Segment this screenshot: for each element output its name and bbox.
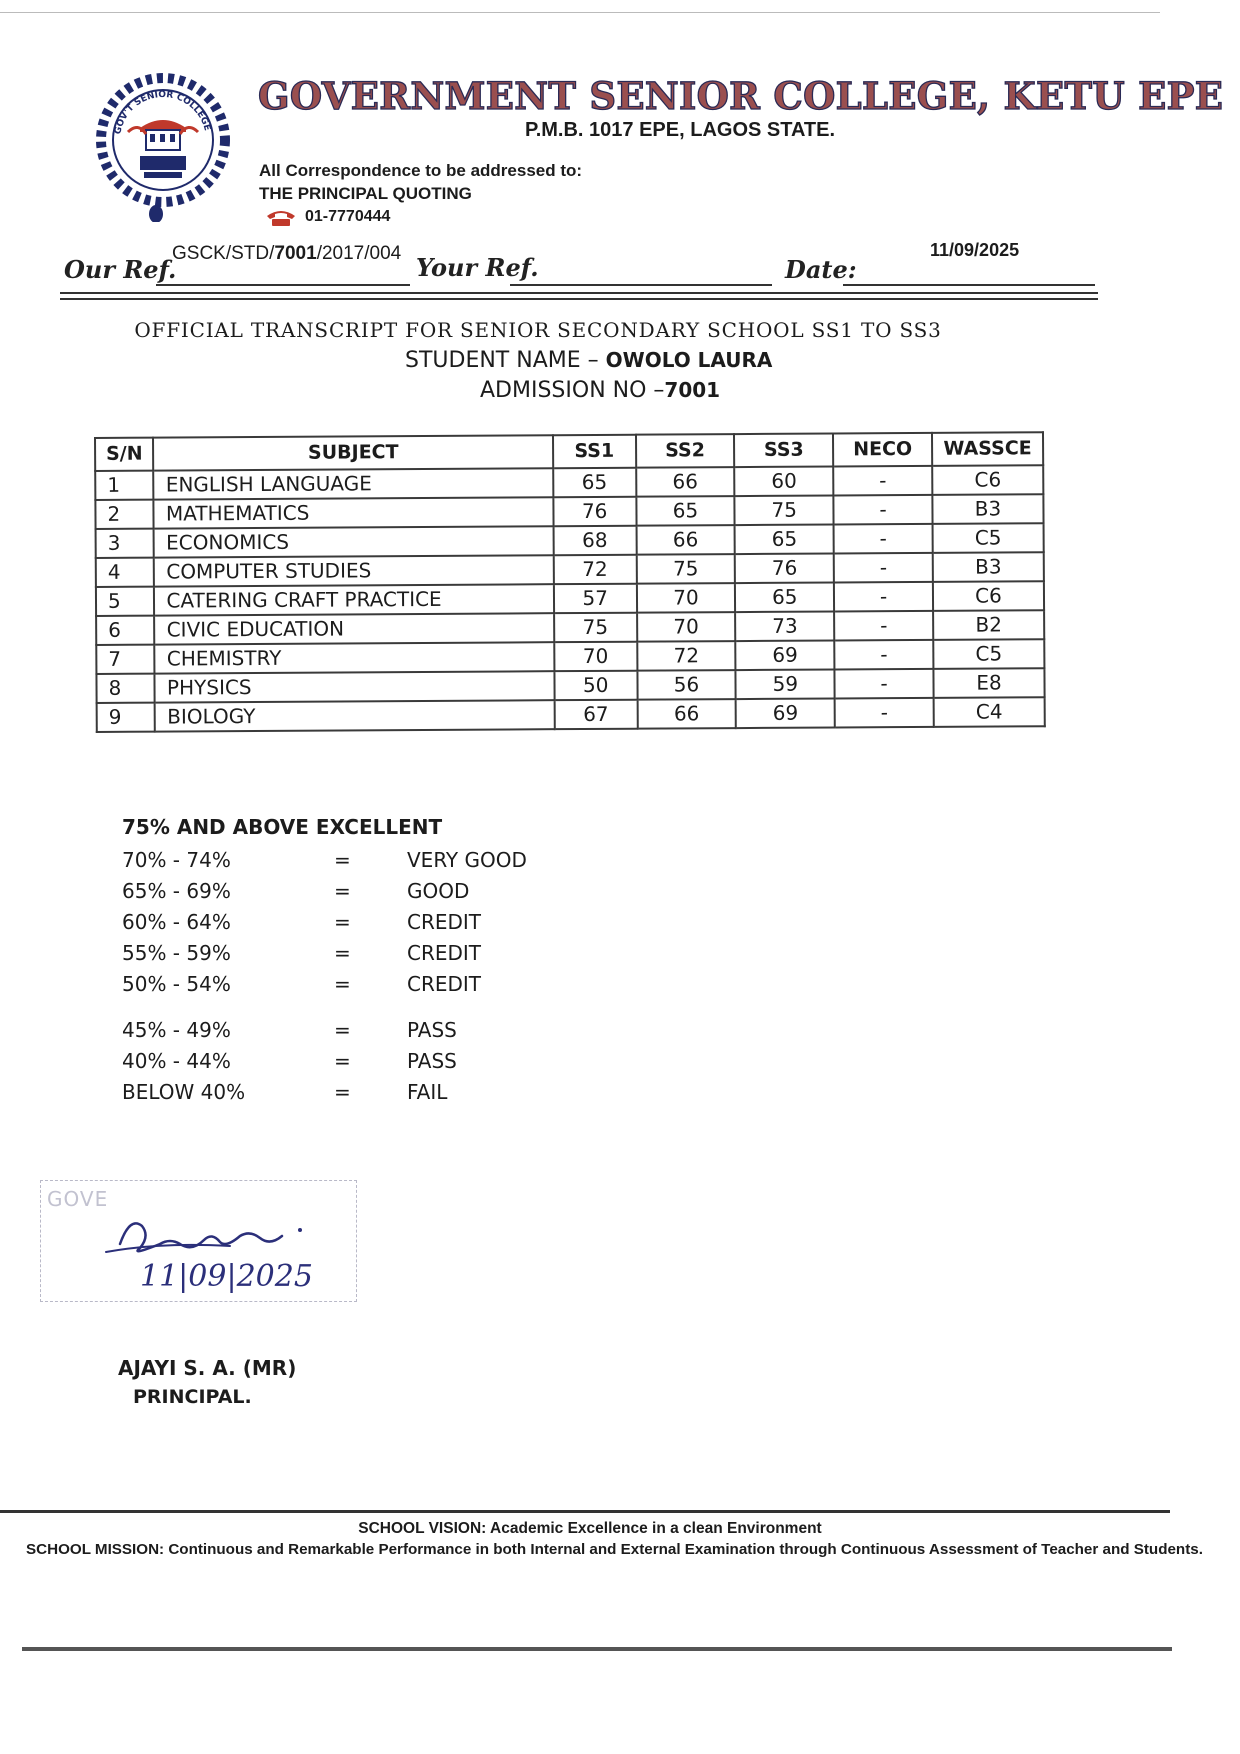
grade-description: CREDIT [407, 910, 482, 934]
phone-row [265, 208, 390, 226]
cell-wassce: B3 [933, 552, 1044, 582]
school-name: GOVERNMENT SENIOR COLLEGE, KETU EPE [258, 74, 1224, 118]
cell-wassce: C5 [933, 523, 1044, 553]
cell-ss2: 66 [636, 525, 735, 555]
cell-ss1: 67 [554, 700, 637, 730]
grade-equals: = [334, 848, 351, 872]
mission-text: Continuous and Remarkable Performance in both Internal and External Examination through Continuous Assessment of Teacher and Students. [164, 1541, 1203, 1558]
cell-wassce: C6 [932, 465, 1043, 495]
cell-sn: 9 [97, 703, 156, 732]
cell-sn: 6 [96, 616, 155, 645]
cell-neco: - [835, 669, 934, 699]
cell-neco: - [834, 495, 933, 525]
column-header: SUBJECT [153, 435, 553, 470]
student-name-label: STUDENT NAME – [405, 348, 606, 373]
cell-neco: - [834, 582, 933, 612]
cell-ss2: 66 [636, 467, 735, 497]
school-address: P.M.B. 1017 EPE, LAGOS STATE. [524, 119, 836, 141]
cell-ss3: 69 [736, 698, 835, 728]
admission-label: ADMISSION NO – [480, 378, 665, 403]
grade-range: 70% - 74% [122, 848, 231, 872]
our-ref-suffix: /2017/004 [316, 243, 402, 264]
top-edge-rule [0, 12, 1160, 13]
cell-ss3: 73 [735, 611, 834, 641]
admission-row [480, 378, 720, 403]
bottom-rule [22, 1647, 1172, 1651]
cell-wassce: C4 [934, 697, 1045, 727]
our-ref-line [156, 284, 410, 286]
cell-subject: ENGLISH LANGUAGE [154, 468, 554, 499]
student-name: OWOLO LAURA [605, 348, 773, 372]
cell-ss3: 65 [735, 524, 834, 554]
admission-number: 7001 [664, 378, 721, 402]
cell-ss3: 69 [736, 640, 835, 670]
grade-range: 50% - 54% [122, 972, 231, 996]
grade-description: CREDIT [407, 941, 482, 965]
school-mission [26, 1541, 1203, 1558]
grade-description: VERY GOOD [407, 848, 527, 872]
cell-wassce: C5 [933, 639, 1044, 669]
principal-signature [100, 1196, 360, 1296]
our-ref-value [172, 243, 401, 265]
phone-number: 01-7770444 [305, 208, 391, 225]
grade-description: PASS [407, 1018, 457, 1042]
cell-sn: 7 [96, 645, 155, 674]
student-name-row [405, 348, 772, 373]
cell-sn: 1 [95, 471, 154, 500]
column-header: NECO [833, 433, 932, 467]
grade-equals: = [334, 1080, 351, 1104]
vision-text: Academic Excellence in a clean Environment [486, 1520, 822, 1537]
your-ref-label: Your Ref. [416, 253, 539, 282]
cell-wassce: C6 [933, 581, 1044, 611]
transcript-title: OFFICIAL TRANSCRIPT FOR SENIOR SECONDARY SCHOOL SS1 TO SS3 [134, 318, 942, 342]
grade-description: FAIL [407, 1080, 448, 1104]
grade-description: PASS [407, 1049, 457, 1073]
cell-subject: CATERING CRAFT PRACTICE [154, 584, 554, 615]
cell-ss3: 76 [735, 553, 834, 583]
cell-wassce: E8 [933, 668, 1044, 698]
cell-ss2: 70 [636, 583, 735, 613]
cell-subject: MATHEMATICS [154, 497, 554, 528]
signed-date: 11|09|2025 [140, 1259, 313, 1294]
cell-subject: COMPUTER STUDIES [154, 555, 554, 586]
cell-ss1: 72 [554, 555, 637, 585]
table-row [97, 697, 1045, 732]
cell-subject: PHYSICS [155, 671, 555, 702]
grade-equals: = [334, 1018, 351, 1042]
grading-heading: 75% AND ABOVE EXCELLENT [122, 815, 443, 839]
grade-equals: = [334, 879, 351, 903]
date-label: Date: [785, 255, 857, 284]
cell-ss1: 50 [554, 671, 637, 701]
cell-ss1: 75 [554, 613, 637, 643]
cell-ss3: 59 [736, 669, 835, 699]
our-ref-number: 7001 [274, 243, 317, 264]
logo-text: GOV'T SENIOR COLLEGE [113, 89, 212, 136]
cell-neco: - [835, 698, 934, 728]
principal-quoting-note: THE PRINCIPAL QUOTING [259, 184, 472, 203]
cell-ss3: 65 [735, 582, 834, 612]
date-line [843, 284, 1095, 286]
cell-sn: 8 [96, 674, 155, 703]
our-ref-prefix: GSCK/STD/ [172, 243, 275, 264]
cell-ss1: 65 [553, 468, 636, 498]
grade-description: CREDIT [407, 972, 482, 996]
principal-name: AJAYI S. A. (MR) [118, 1356, 297, 1380]
cell-neco: - [834, 611, 933, 641]
cell-ss2: 70 [637, 612, 736, 642]
cell-ss1: 70 [554, 642, 637, 672]
cell-ss2: 72 [637, 641, 736, 671]
cell-neco: - [833, 466, 932, 496]
column-header: WASSCE [932, 432, 1043, 466]
cell-neco: - [834, 640, 933, 670]
cell-ss2: 66 [637, 699, 736, 729]
cell-subject: BIOLOGY [155, 700, 555, 731]
principal-title: PRINCIPAL. [133, 1386, 252, 1408]
stamp-text: GOVE [47, 1187, 109, 1211]
cell-ss1: 68 [553, 526, 636, 556]
telephone-icon [265, 208, 297, 226]
correspondence-note: All Correspondence to be addressed to: [259, 161, 583, 180]
cell-sn: 3 [96, 529, 155, 558]
school-vision [0, 1520, 1210, 1538]
cell-sn: 5 [96, 587, 155, 616]
column-header: SS1 [553, 435, 636, 469]
cell-subject: CIVIC EDUCATION [155, 613, 555, 644]
cell-ss1: 76 [553, 497, 636, 527]
column-header: SS2 [636, 434, 735, 468]
cell-ss1: 57 [554, 584, 637, 614]
cell-sn: 4 [96, 558, 155, 587]
footer-rule [0, 1510, 1170, 1513]
grade-range: BELOW 40% [122, 1080, 246, 1104]
column-header: S/N [95, 438, 154, 471]
cell-subject: ECONOMICS [154, 526, 554, 557]
cell-ss3: 75 [735, 495, 834, 525]
cell-ss2: 56 [637, 670, 736, 700]
vision-label: SCHOOL VISION: [358, 1520, 487, 1537]
date-value: 11/09/2025 [930, 240, 1020, 260]
your-ref-line [510, 284, 772, 286]
grade-range: 40% - 44% [122, 1049, 231, 1073]
grade-range: 60% - 64% [122, 910, 231, 934]
grade-range: 55% - 59% [122, 941, 231, 965]
cell-wassce: B2 [933, 610, 1044, 640]
cell-ss2: 75 [636, 554, 735, 584]
our-ref-label: Our Ref. [64, 255, 177, 284]
mission-label: SCHOOL MISSION: [26, 1541, 165, 1558]
grade-range: 45% - 49% [122, 1018, 231, 1042]
letterhead-rule [60, 292, 1098, 300]
grade-description: GOOD [407, 879, 470, 903]
cell-wassce: B3 [932, 494, 1043, 524]
grade-equals: = [334, 1049, 351, 1073]
school-logo [88, 72, 238, 222]
grade-equals: = [334, 941, 351, 965]
cell-sn: 2 [95, 500, 154, 529]
cell-ss2: 65 [636, 496, 735, 526]
column-header: SS3 [734, 433, 833, 467]
cell-subject: CHEMISTRY [155, 642, 555, 673]
grade-equals: = [334, 972, 351, 996]
results-table [94, 431, 1046, 733]
cell-neco: - [834, 524, 933, 554]
cell-neco: - [834, 553, 933, 583]
grade-equals: = [334, 910, 351, 934]
grade-range: 65% - 69% [122, 879, 231, 903]
cell-ss3: 60 [735, 466, 834, 496]
